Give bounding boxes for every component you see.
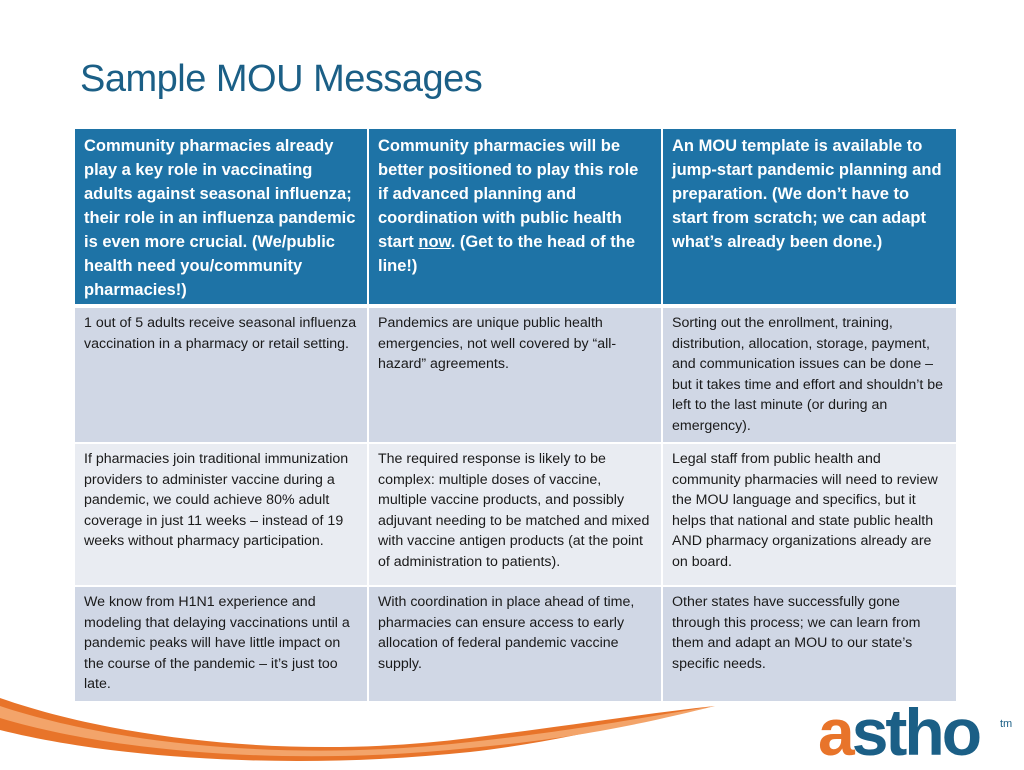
astho-logo [818,695,1018,769]
table-cell: If pharmacies join traditional immunization providers to administer vaccine during a pandemic, we could achieve 80% adult coverage in just 11 weeks – instead of 19 weeks without pharmacy participation. [74,443,368,586]
header-cell [368,129,662,306]
table-cell: Pandemics are unique public health emergencies, not well covered by “all-hazard” agreements. [368,306,662,443]
header-text-before: Community pharmacies will be better positioned to play this role if advanced planning and coordination with public health start [378,137,639,251]
header-text-after: . (Get to the head of the line!) [378,233,635,275]
slide-title: Sample MOU Messages [80,58,483,100]
table-cell: We know from H1N1 experience and modeling that delaying vaccinations until a pandemic peaks will have little impact on the course of the pandemic – it’s just too late. [74,586,368,702]
mou-messages-table [73,129,958,703]
table-header-row [74,129,957,306]
header-cell: Community pharmacies already play a key role in vaccinating adults against seasonal influenza; their role in an influenza pandemic is even more crucial. (We/public health need you/community pharmacies!) [74,129,368,306]
table-row [74,586,957,702]
table-cell: The required response is likely to be complex: multiple doses of vaccine, multiple vaccine products, and possibly adjuvant needing to be matched and mixed with vaccine antigen products (at the point of administration to patients). [368,443,662,586]
logo-wordmark: astho [818,695,980,769]
table-row [74,443,957,586]
table-row [74,306,957,443]
orange-swoosh-decoration [0,690,720,768]
table-cell: Legal staff from public health and community pharmacies will need to review the MOU language and specifics, but it helps that national and state public health AND pharmacy organizations already are on board. [662,443,957,586]
table-cell: With coordination in place ahead of time, pharmacies can ensure access to early allocation of federal pandemic vaccine supply. [368,586,662,702]
trademark-mark: tm [1000,718,1013,730]
header-cell: An MOU template is available to jump-start pandemic planning and preparation. (We don’t have to start from scratch; we can adapt what’s already been done.) [662,129,957,306]
table-cell: Sorting out the enrollment, training, distribution, allocation, storage, payment, and communication issues can be done – but it takes time and effort and shouldn’t be left to the last minute (or during an emergency). [662,306,957,443]
table-cell: Other states have successfully gone through this process; we can learn from them and adapt an MOU to our state’s specific needs. [662,586,957,702]
table-cell: 1 out of 5 adults receive seasonal influenza vaccination in a pharmacy or retail setting. [74,306,368,443]
header-text-underlined: now [418,233,451,251]
